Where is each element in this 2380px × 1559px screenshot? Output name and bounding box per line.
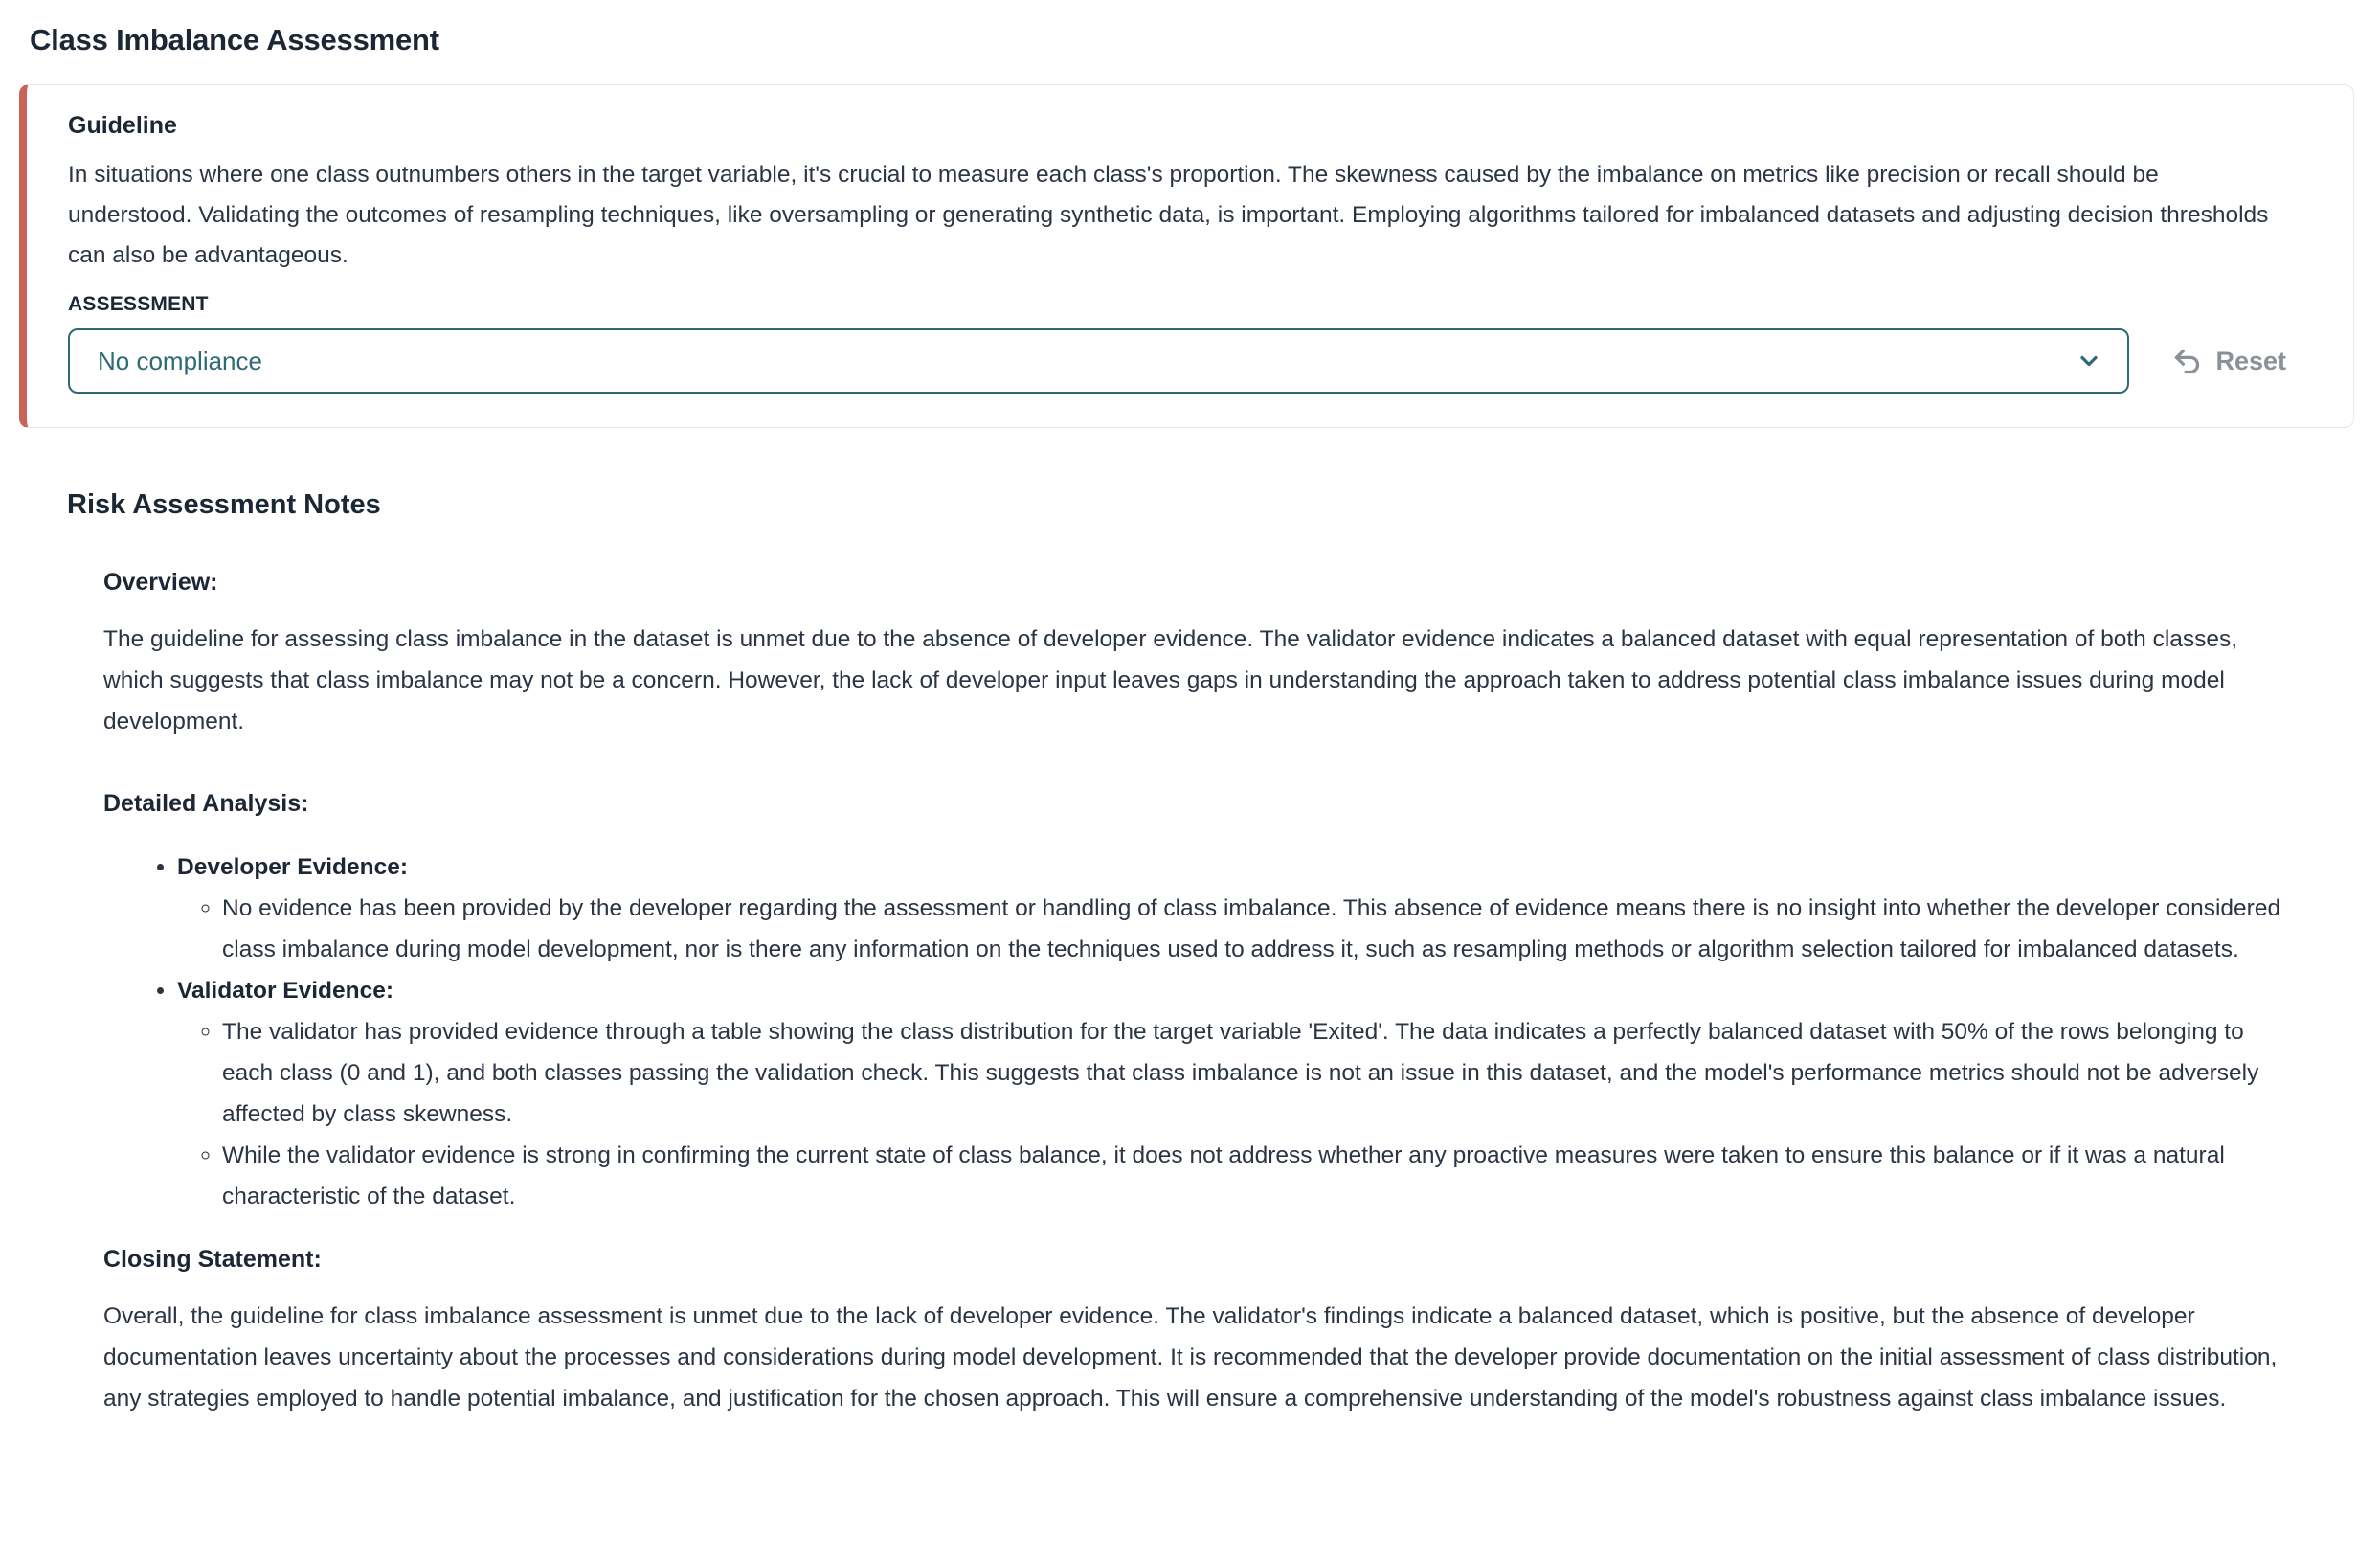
- developer-evidence-item: [177, 847, 2284, 970]
- closing-statement-heading: Closing Statement:: [103, 1246, 322, 1273]
- guideline-card: [19, 84, 2354, 428]
- validator-evidence-item: [177, 970, 2284, 1217]
- overview-heading: Overview:: [103, 569, 218, 596]
- assessment-select[interactable]: [68, 328, 2129, 394]
- guideline-text: In situations where one class outnumbers others in the target variable, it's crucial to measure each class's proportion. The skewness caused by the imbalance on metrics like precision or recall should be understood. Validating the outcomes of resampling techniques, like oversampling or generating synthetic data, is important. Employing algorithms tailored for imbalanced datasets and adjusting decision thresholds can also be advantageous.: [68, 162, 2269, 268]
- risk-assessment-notes-title: Risk Assessment Notes: [67, 489, 381, 520]
- list-item: ◦ No evidence has been provided by the developer regarding the assessment or handling of class imbalance. This absence of evidence means there is no insight into whether the developer considered class imbalance during model development, nor is there any information on the techniques used to address it, such as resampling methods or algorithm selection tailored for imbalanced datasets.: [222, 888, 2284, 970]
- guideline-heading: Guideline: [68, 112, 177, 139]
- developer-evidence-label: Developer Evidence:: [177, 854, 409, 880]
- page-title: Class Imbalance Assessment: [30, 23, 439, 56]
- assessment-row: [68, 328, 2286, 394]
- overview-paragraph: The guideline for assessing class imbalance in the dataset is unmet due to the absence of developer evidence. The validator evidence indicates a balanced dataset with equal representation of both classes, which suggests that class imbalance may not be a concern. However, the lack of developer input leaves gaps in understanding the approach taken to address potential class imbalance issues during model development.: [103, 626, 2238, 734]
- detailed-analysis-heading: Detailed Analysis:: [103, 790, 309, 817]
- developer-evidence-sublist: [177, 888, 2284, 970]
- list-item: ◦ The validator has provided evidence through a table showing the class distribution for the target variable 'Exited'. The data indicates a perfectly balanced dataset with 50% of the rows belonging to each class (0 and 1), and both classes passing the validation check. This suggests that class imbalance is not an issue in this dataset, and the model's performance metrics should not be adversely affected by class skewness.: [222, 1011, 2284, 1135]
- risk-assessment-notes-body: [103, 569, 2284, 1463]
- validator-evidence-sublist: [177, 1011, 2284, 1217]
- closing-statement-paragraph: Overall, the guideline for class imbalance assessment is unmet due to the lack of developer evidence. The validator's findings indicate a balanced dataset, which is positive, but the absence of developer documentation leaves uncertainty about the processes and considerations during model development. It is recommended that the developer provide documentation on the initial assessment of class distribution, any strategies employed to handle potential imbalance, and justification for the chosen approach. This will ensure a comprehensive understanding of the model's robustness against class imbalance issues.: [103, 1303, 2278, 1412]
- chevron-down-icon: [2076, 348, 2102, 374]
- list-item: ◦ While the validator evidence is strong in confirming the current state of class balance, it does not address whether any proactive measures were taken to ensure this balance or if it was a natural characteristic of the dataset.: [222, 1135, 2284, 1217]
- undo-arrow-icon: [2171, 346, 2203, 377]
- reset-button-label: Reset: [2215, 346, 2286, 375]
- validator-evidence-label: Validator Evidence:: [177, 978, 394, 1004]
- assessment-select-value: No compliance: [98, 346, 262, 375]
- reset-button[interactable]: [2171, 346, 2286, 377]
- detailed-analysis-list: [103, 847, 2284, 1217]
- assessment-label: ASSESSMENT: [68, 293, 209, 315]
